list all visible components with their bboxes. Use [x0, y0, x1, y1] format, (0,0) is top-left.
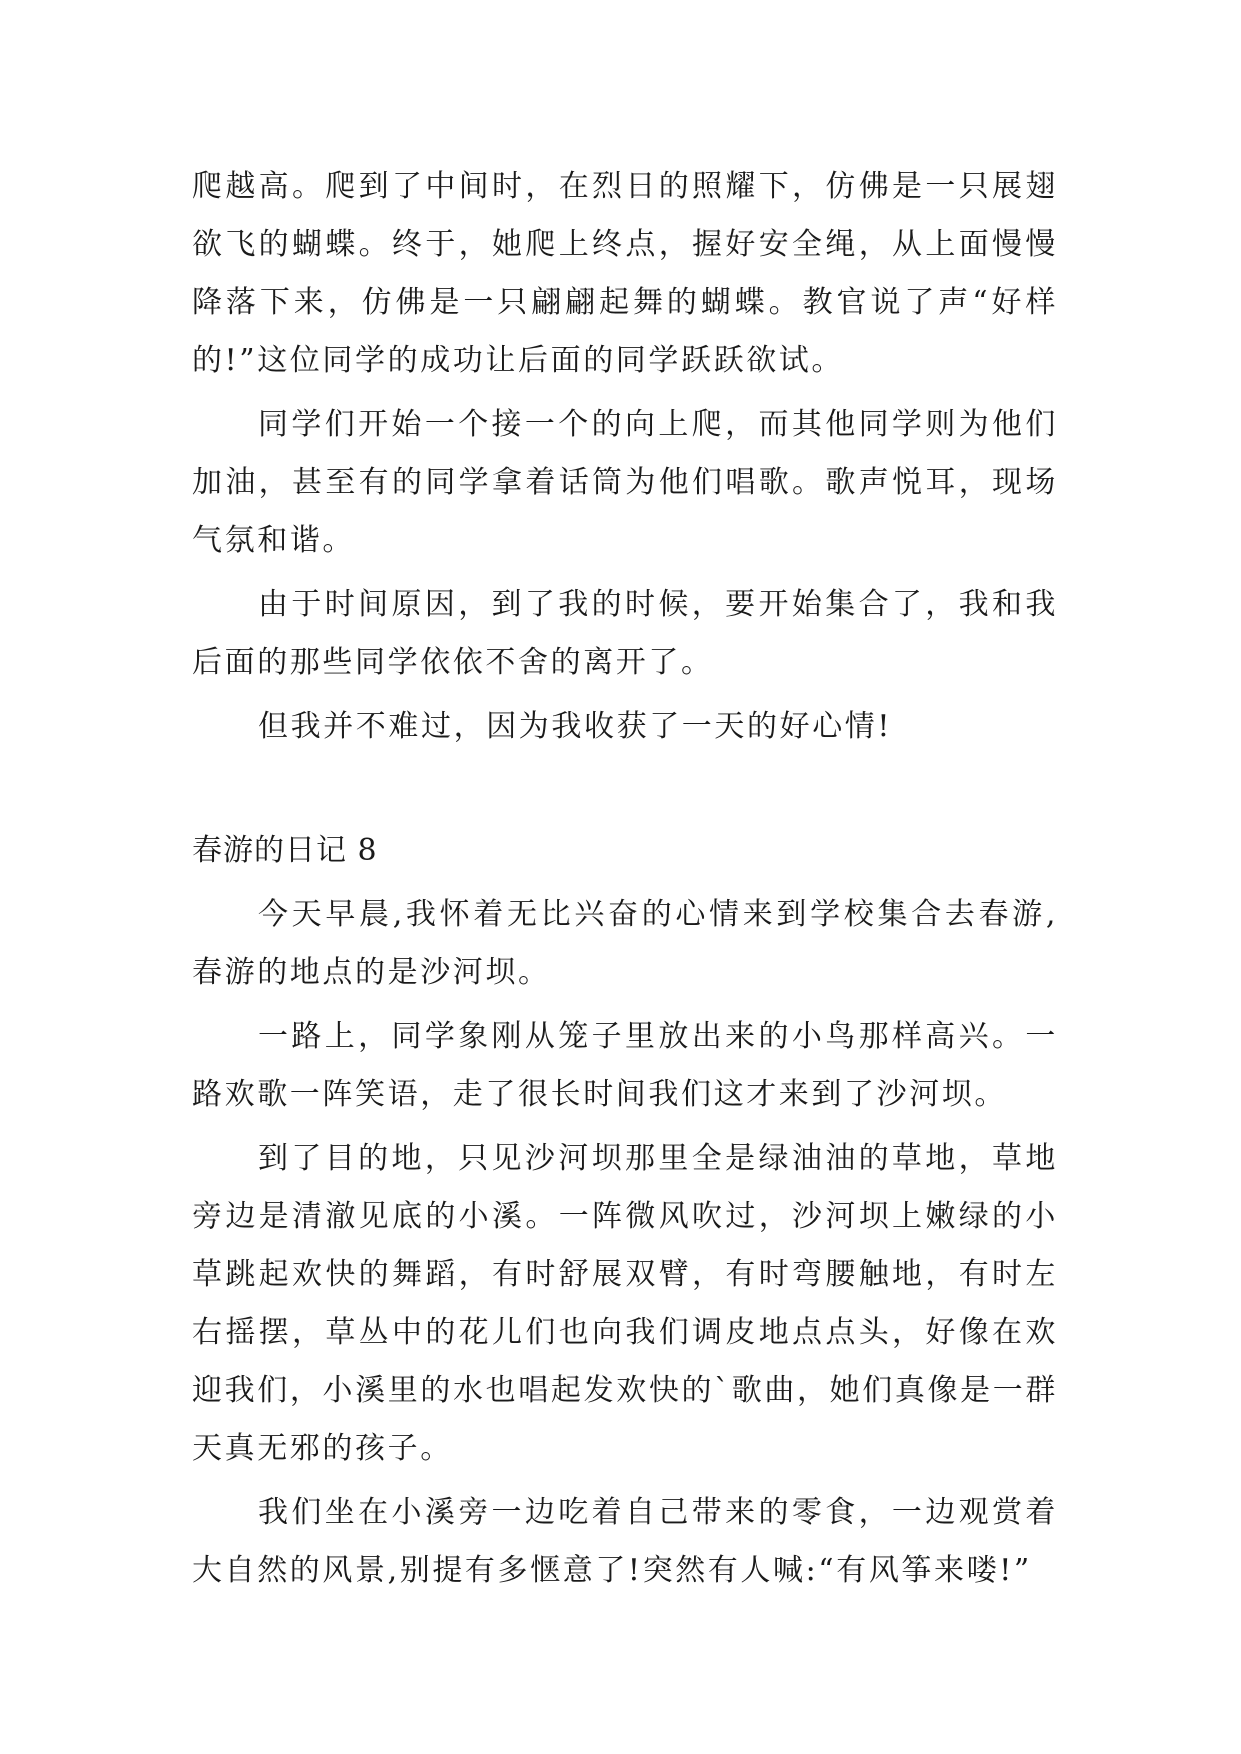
- paragraph: 到了目的地，只见沙河坝那里全是绿油油的草地，草地旁边是清澈见底的小溪。一阵微风吹过，沙河坝上嫩绿的小草跳起欢快的舞蹈，有时舒展双臂，有时弯腰触地，有时左右摇摆，草丛中的花儿们也向我们调皮地点点头，好像在欢迎我们，小溪里的水也唱起发欢快的`歌曲，她们真像是一群天真无邪的孩子。: [192, 1141, 1058, 1466]
- paragraph: 一路上，同学象刚从笼子里放出来的小鸟那样高兴。一路欢歌一阵笑语，走了很长时间我们这才来到了沙河坝。: [192, 1019, 1058, 1112]
- paragraph: 由于时间原因，到了我的时候，要开始集合了，我和我后面的那些同学依依不舍的离开了。: [192, 587, 1058, 680]
- paragraph: 我们坐在小溪旁一边吃着自己带来的零食，一边观赏着大自然的风景,别提有多惬意了!突然有人喊:“有风筝来喽!”: [192, 1495, 1058, 1588]
- paragraph: 但我并不难过，因为我收获了一天的好心情!: [258, 709, 893, 744]
- paragraph: 今天早晨,我怀着无比兴奋的心情来到学校集合去春游,春游的地点的是沙河坝。: [192, 897, 1058, 990]
- paragraph-continued: 爬越高。爬到了中间时，在烈日的照耀下，仿佛是一只展翅欲飞的蝴蝶。终于，她爬上终点，握好安全绳，从上面慢慢降落下来，仿佛是一只翩翩起舞的蝴蝶。教官说了声“好样的!”这位同学的成功让后面的同学跃跃欲试。: [192, 169, 1058, 378]
- document-page: [192, 158, 1058, 1606]
- paragraph: 同学们开始一个接一个的向上爬，而其他同学则为他们加油，甚至有的同学拿着话筒为他们唱歌。歌声悦耳，现场气氛和谐。: [192, 407, 1058, 558]
- section-title: 春游的日记 8: [192, 833, 378, 868]
